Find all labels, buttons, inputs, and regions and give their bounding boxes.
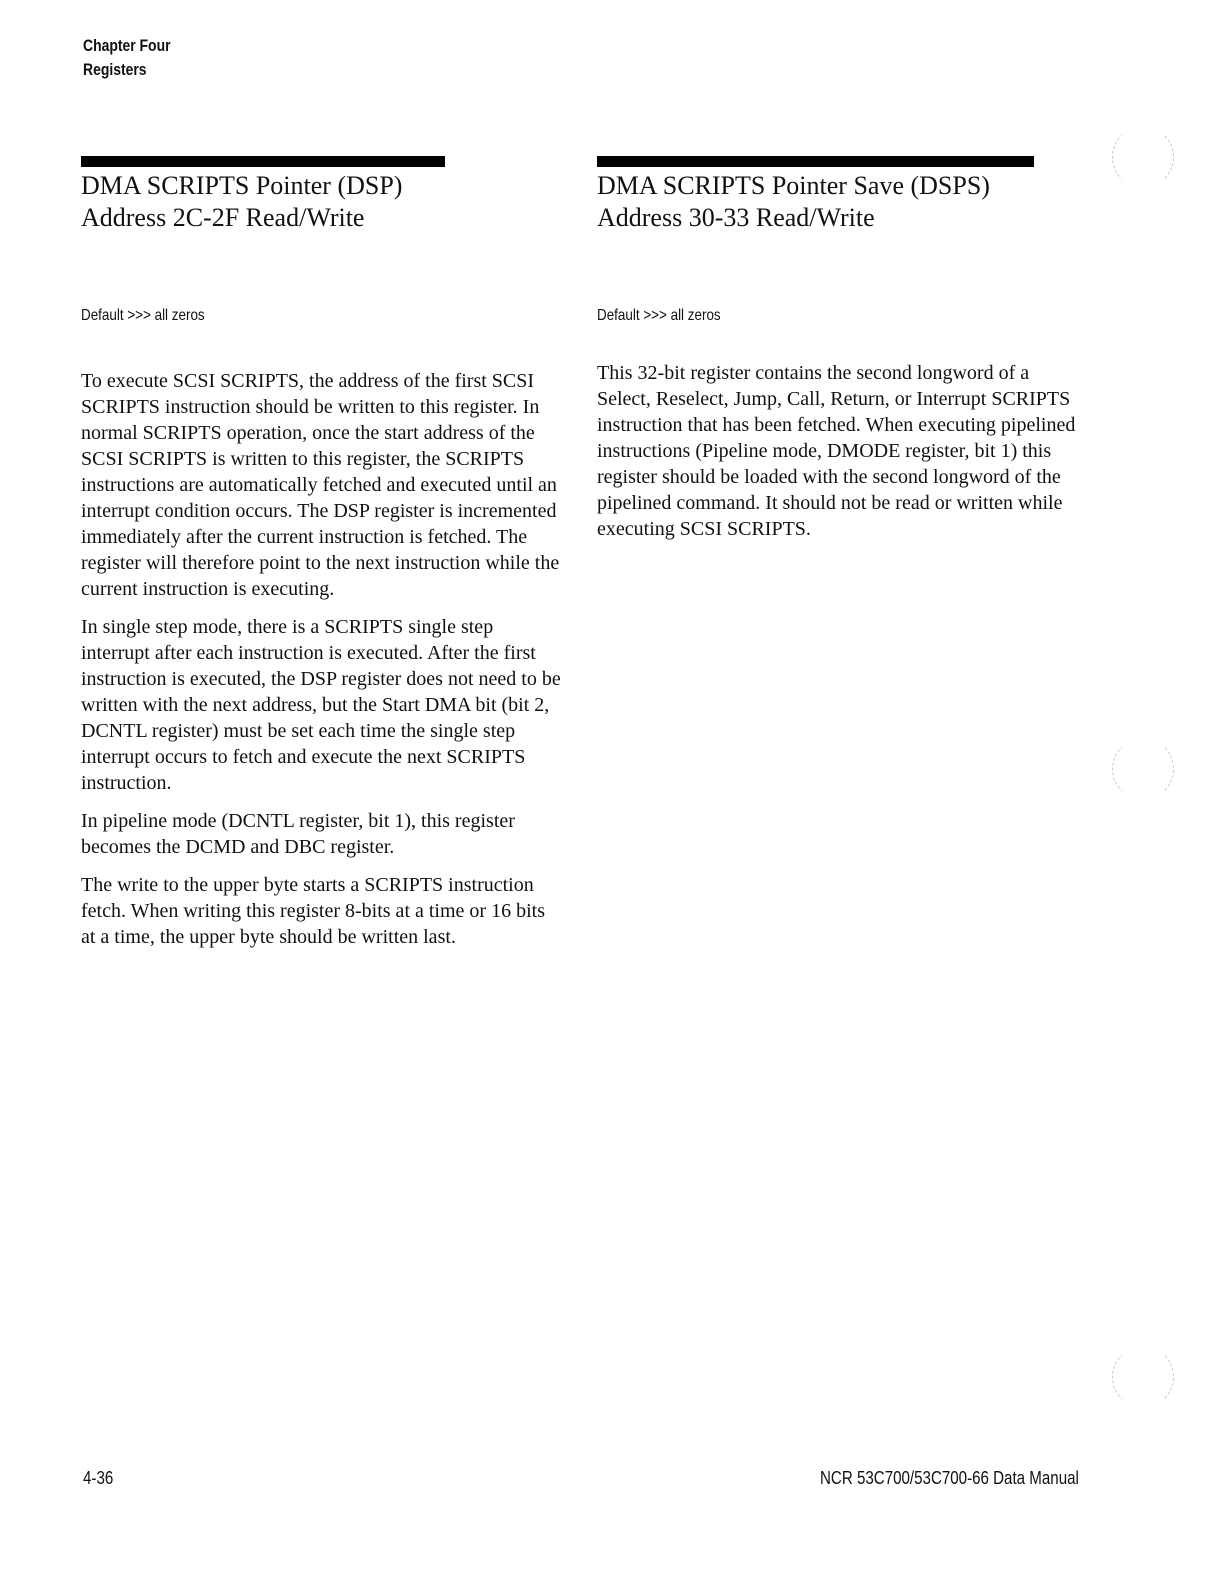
punch-hole-mark <box>1112 1346 1174 1408</box>
title-rule <box>81 156 445 167</box>
register-description <box>81 368 563 962</box>
register-address: Address 2C-2F Read/Write <box>81 203 365 232</box>
section-label: Registers <box>83 60 147 79</box>
page-number: 4-36 <box>83 1468 114 1488</box>
default-value: Default >>> all zeros <box>81 307 205 324</box>
chapter-label: Chapter Four <box>83 36 171 55</box>
register-address: Address 30-33 Read/Write <box>597 203 875 232</box>
register-title: DMA SCRIPTS Pointer Save (DSPS) <box>597 171 990 200</box>
title-rule <box>597 156 1034 167</box>
manual-title: NCR 53C700/53C700-66 Data Manual <box>820 1468 1079 1488</box>
chapter-header <box>83 34 171 82</box>
register-title: DMA SCRIPTS Pointer (DSP) <box>81 171 403 200</box>
description-paragraph: To execute SCSI SCRIPTS, the address of the first SCSI SCRIPTS instruction should be written to this register. In normal SCRIPTS operation, once the start address of the SCSI SCRIPTS is written to this register, the SCRIPTS instructions are automatically fetched and executed until an interrupt condition occurs. The DSP register is incremented immediately after the current instruction is fetched. The register will therefore point to the next instruction while the current instruction is executing. <box>81 370 560 600</box>
punch-hole-mark <box>1112 738 1174 800</box>
description-paragraph: In pipeline mode (DCNTL register, bit 1), this register becomes the DCMD and DBC register. <box>81 810 515 858</box>
register-description <box>597 360 1079 554</box>
description-paragraph: The write to the upper byte starts a SCRIPTS instruction fetch. When writing this register 8-bits at a time or 16 bits at a time, the upper byte should be written last. <box>81 874 545 948</box>
default-value: Default >>> all zeros <box>597 307 721 324</box>
description-paragraph: This 32-bit register contains the second longword of a Select, Reselect, Jump, Call, Return, or Interrupt SCRIPTS instruction that has been fetched. When executing pipelined instructions (Pipeline mode, DMODE register, bit 1) this register should be loaded with the second longword of the pipelined command. It should not be read or written while executing SCSI SCRIPTS. <box>597 362 1076 540</box>
dsp-register-column <box>81 156 563 948</box>
description-paragraph: In single step mode, there is a SCRIPTS single step interrupt after each instruction is executed. After the first instruction is executed, the DSP register does not need to be written with the next address, but the Start DMA bit (bit 2, DCNTL register) must be set each time the single step interrupt occurs to fetch and execute the next SCRIPTS instruction. <box>81 616 561 794</box>
punch-hole-mark <box>1112 126 1174 188</box>
dsps-register-column <box>597 156 1079 540</box>
